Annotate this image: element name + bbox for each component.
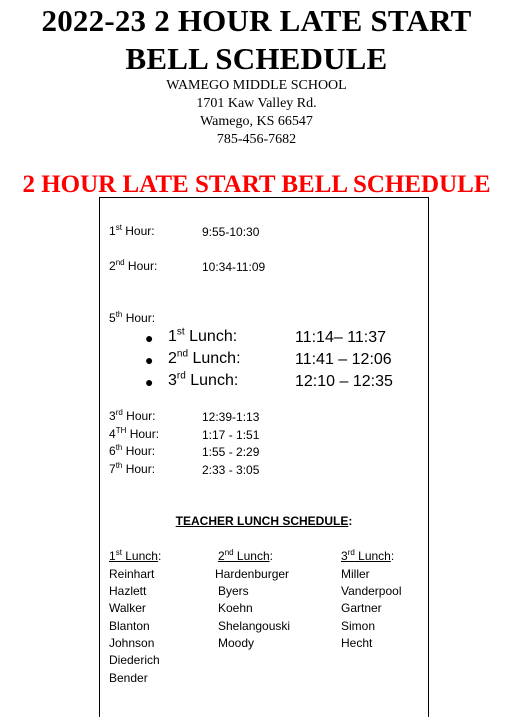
teacher-name: Diederich: [109, 653, 160, 667]
lunch-1-label: 1st Lunch:: [168, 326, 238, 345]
teacher-name: Bender: [109, 671, 148, 685]
document-title-line-2: BELL SCHEDULE: [125, 41, 388, 76]
lunch-2-label: 2nd Lunch:: [168, 348, 241, 367]
lunch-column-3-heading: 3rd Lunch:: [341, 548, 395, 563]
teacher-name: Moody: [218, 636, 255, 650]
teacher-name: Miller: [341, 567, 370, 581]
lunch-3-time: 12:10 – 12:35: [295, 373, 393, 390]
lunch-3-label: 3rd Lunch:: [168, 370, 239, 389]
hour-4-time: 1:17 - 1:51: [202, 428, 260, 442]
document-title-line-1: 2022-23 2 HOUR LATE START: [41, 3, 472, 38]
lunch-2-time: 11:41 – 12:06: [295, 351, 392, 368]
teacher-name: Simon: [341, 619, 376, 633]
hour-3-label: 3rd Hour:: [109, 408, 156, 423]
hour-7-time: 2:33 - 3:05: [202, 463, 260, 477]
hour-6-time: 1:55 - 2:29: [202, 445, 260, 459]
hour-2-label: 2nd Hour:: [109, 258, 158, 273]
bullet-icon: ●: [145, 352, 154, 368]
teacher-name: Shelangouski: [218, 619, 291, 633]
teacher-name: Blanton: [109, 619, 150, 633]
school-city: Wamego, KS 66547: [200, 114, 313, 129]
teacher-name: Hecht: [341, 636, 373, 650]
lunch-column-2-heading: 2nd Lunch:: [218, 548, 273, 563]
hour-4-label: 4TH Hour:: [109, 426, 160, 441]
hour-6-label: 6th Hour:: [109, 443, 156, 458]
hour-7-label: 7th Hour:: [109, 461, 156, 476]
lunch-column-1-heading: 1st Lunch:: [109, 548, 162, 563]
teacher-name: Hardenburger: [215, 567, 290, 581]
hour-5-label: 5th Hour:: [109, 310, 156, 325]
hour-1-label: 1st Hour:: [109, 223, 155, 238]
hour-2-time: 10:34-11:09: [202, 260, 266, 274]
teacher-lunch-heading: TEACHER LUNCH SCHEDULE:: [175, 514, 353, 528]
teacher-name: Johnson: [109, 636, 155, 650]
teacher-name: Byers: [218, 584, 249, 598]
school-street: 1701 Kaw Valley Rd.: [196, 96, 317, 111]
hour-1-time: 9:55-10:30: [202, 225, 260, 239]
teacher-name: Gartner: [341, 601, 382, 615]
teacher-name: Vanderpool: [341, 584, 402, 598]
teacher-name: Reinhart: [109, 567, 155, 581]
school-phone: 785-456-7682: [216, 132, 297, 147]
bullet-icon: ●: [145, 330, 154, 346]
teacher-name: Walker: [109, 601, 146, 615]
school-name: WAMEGO MIDDLE SCHOOL: [166, 78, 347, 93]
late-start-heading: 2 HOUR LATE START BELL SCHEDULE: [22, 171, 491, 198]
teacher-name: Hazlett: [109, 584, 147, 598]
hour-3-time: 12:39-1:13: [202, 410, 260, 424]
bullet-icon: ●: [145, 374, 154, 390]
teacher-name: Koehn: [218, 601, 253, 615]
lunch-1-time: 11:14– 11:37: [295, 329, 387, 346]
